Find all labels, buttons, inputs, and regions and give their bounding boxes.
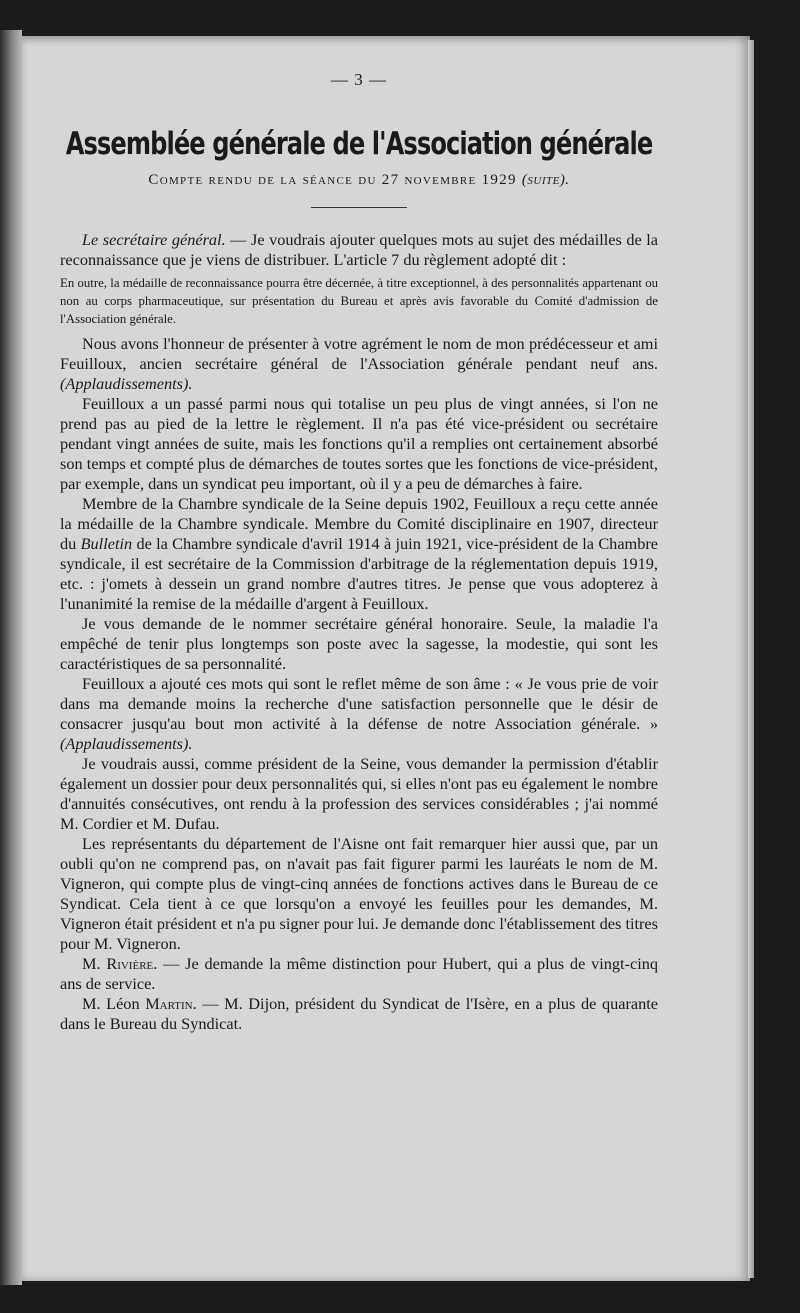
paragraph-2	[60, 334, 658, 394]
speaker-secretaire: Le secrétaire général.	[82, 230, 226, 249]
paragraph-9-text: . — Je demande la même distinction pour Hubert, qui a plus de vingt-cinq ans de service.	[60, 954, 659, 993]
applause-2: (Applaudissements).	[60, 734, 193, 753]
paragraph-9	[60, 954, 658, 994]
speaker-riviere: Rivière	[106, 954, 154, 973]
paragraph-10-prefix: M. Léon	[82, 994, 146, 1013]
applause-1: (Applaudissements).	[60, 374, 193, 393]
paragraph-7: Je voudrais aussi, comme président de la Seine, vous demander la permission d'établir également un dossier pour deux personnalités qui, si elles n'ont pas eu également le nombre d'annuités consécutives, ont rendu à la profession des services considérables ; j'ai nommé M. Cordier et M. Dufau.	[60, 754, 658, 833]
paragraph-3: Feuilloux a un passé parmi nous qui totalise un peu plus de vingt années, si l'on ne prend pas au pied de la lettre le règlement. Il n'a pas été vice-président ou secrétaire pendant vingt années de suite, mais les fonctions qu'il a remplies ont certainement absorbé son temps et compté plus de démarches de toutes sortes que les fonctions de vice-président, par exemple, dans un syndicat peu important, où il y a peu de démarches à faire.	[60, 394, 658, 493]
regulation-quote: En outre, la médaille de reconnaissance pourra être décernée, à titre exceptionnel, à des personnalités appartenant ou non au corps pharmaceutique, sur présentation du Bureau et après avis favorable du Comité d'admission de l'Association générale.	[60, 276, 658, 326]
page-edge	[748, 40, 754, 1278]
paragraph-1-text: — Je voudrais ajouter quelques mots au sujet des médailles de la reconnaissance que je viens de distribuer. L'article 7 du règlement adopté dit :	[60, 230, 659, 269]
page-title: Assemblée générale de l'Association générale	[65, 126, 653, 162]
paragraph-6	[60, 674, 658, 754]
page-number: — 3 —	[331, 70, 387, 89]
paragraph-4-a: Membre de la Chambre syndicale de la Seine depuis 1902, Feuilloux a reçu cette année la médaille de la Chambre syndicale. Membre du Comité disciplinaire en 1907, directeur du	[60, 494, 658, 553]
speaker-martin: Martin	[145, 994, 193, 1013]
page-content	[60, 70, 658, 1034]
paragraph-10	[60, 994, 658, 1034]
subtitle-suite: (suite).	[521, 172, 570, 188]
paragraph-6-text: Feuilloux a ajouté ces mots qui sont le reflet même de son âme : « Je vous prie de voir dans ma demande moins la recherche d'une satisfaction personnelle que le désir de consacrer jusqu'au bout mon activité à la défense de notre Association générale. »	[60, 674, 658, 733]
book-spine	[0, 30, 22, 1285]
paragraph-2-text: Nous avons l'honneur de présenter à votre agrément le nom de mon prédécesseur et ami Feuilloux, ancien secrétaire général de l'Association générale pendant neuf ans.	[60, 334, 658, 373]
bulletin-title: Bulletin	[80, 534, 133, 553]
paragraph-8: Les représentants du département de l'Aisne ont fait remarquer hier aussi que, par un oubli qu'on ne comprend pas, on n'avait pas fait figurer parmi les lauréats le nom de M. Vigneron, qui compte plus de vingt-cinq années de fonctions actives dans le Bureau de ce Syndicat. Cela tient à ce que lorsqu'on a envoyé les feuilles pour les demandes, M. Vigneron était président et n'a pu signer pour lui. Je demande donc l'établissement des titres pour M. Vigneron.	[60, 834, 658, 953]
paragraph-9-prefix: M.	[82, 954, 107, 973]
paragraph-4-b: de la Chambre syndicale d'avril 1914 à juin 1921, vice-président de la Chambre syndicale, il est secrétaire de la Commission d'arbitrage de la réglementation depuis 1919, etc. : j'omets à dessein un grand nombre d'autres titres. Je pense que vous adopterez à l'unanimité la remise de la médaille d'argent à Feuilloux.	[60, 534, 658, 613]
title-divider	[311, 207, 407, 208]
paragraph-4	[60, 494, 658, 614]
paragraph-1	[60, 230, 658, 270]
subtitle-main: Compte rendu de la séance du 27 novembre 1929	[148, 172, 522, 188]
page-subtitle	[60, 172, 658, 189]
paragraph-5: Je vous demande de le nommer secrétaire général honoraire. Seule, la maladie l'a empêché de tenir plus longtemps son poste avec la sagesse, la modestie, qui sont les caractéristiques de sa personnalité.	[60, 614, 658, 673]
paragraph-10-text: . — M. Dijon, président du Syndicat de l'Isère, en a plus de quarante dans le Bureau du Syndicat.	[60, 994, 658, 1033]
